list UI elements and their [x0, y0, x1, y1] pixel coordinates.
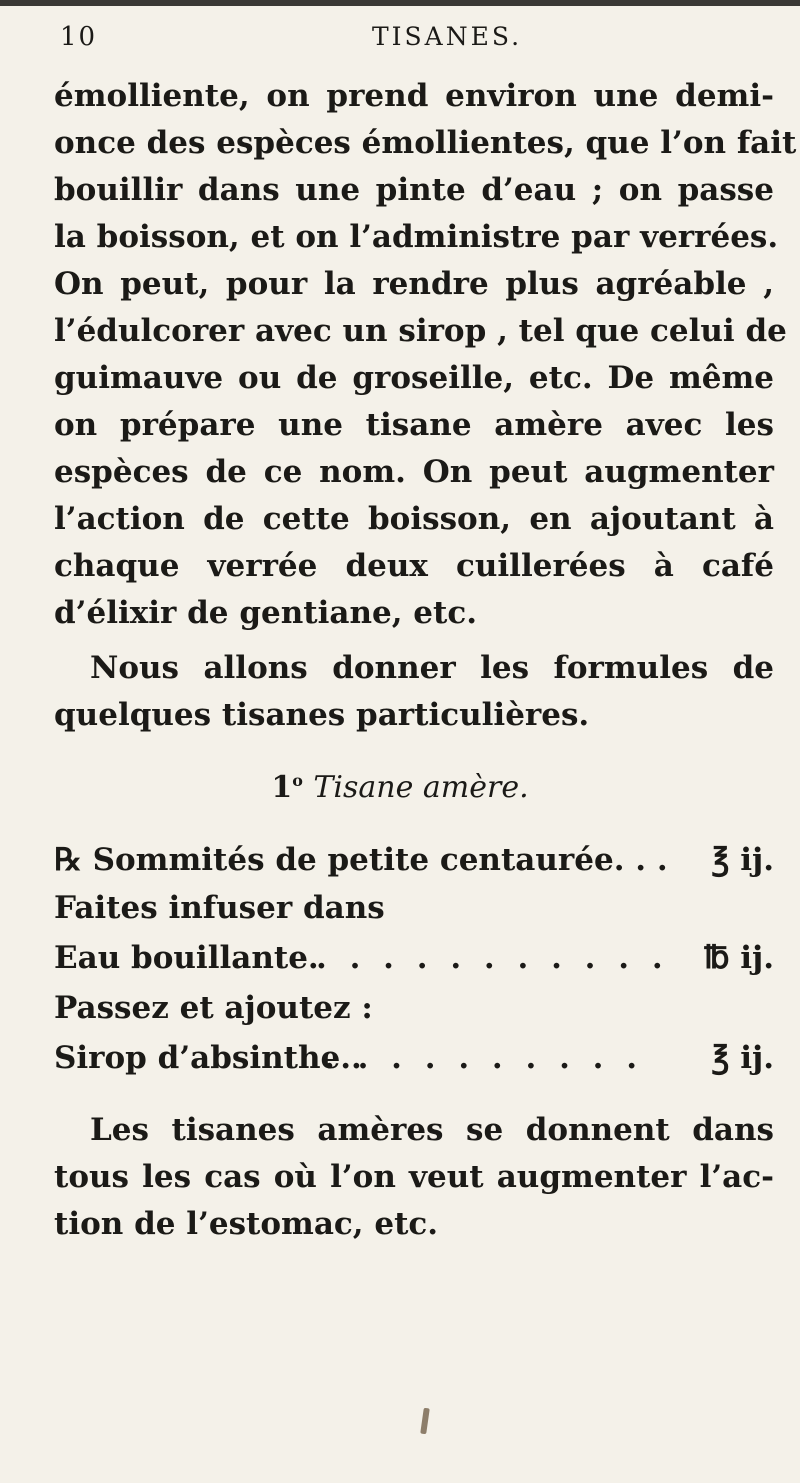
text-line: guimauve ou de groseille, etc. De même [54, 360, 774, 396]
ingredient-quantity: ℔ ij. [704, 940, 774, 976]
running-head [60, 22, 780, 56]
text-line: On peut, pour la rendre plus agréable , [54, 266, 774, 302]
text-line: Nous allons donner les formules de [90, 650, 774, 686]
text-line: émolliente, on prend environ une demi- [54, 78, 774, 114]
text-line: espèces de ce nom. On peut augmenter [54, 454, 774, 490]
leader-dots: . . . . . . . . . . [324, 1040, 644, 1076]
ingredient-quantity: ℥ ij. [711, 842, 774, 878]
section-heading [0, 770, 800, 805]
section-number: 1$^o$ [271, 770, 303, 805]
recipe-line [54, 1040, 774, 1080]
ingredient-label: Eau bouillante. [54, 940, 319, 976]
text-line: once des espèces émollientes, que l’on fait [54, 125, 797, 161]
instruction-line: Passez et ajoutez : [54, 990, 373, 1026]
top-rule [0, 0, 800, 6]
ink-mark [420, 1408, 430, 1435]
ingredient-label: Sirop d’absinthe.. [54, 1040, 362, 1076]
text-line: on prépare une tisane amère avec les [54, 407, 774, 443]
running-title: TISANES. [372, 22, 523, 51]
text-line: Les tisanes amères se donnent dans [90, 1112, 774, 1148]
recipe-line [54, 940, 774, 980]
instruction-line: Faites infuser dans [54, 890, 385, 926]
text-line: l’action de cette boisson, en ajoutant à [54, 501, 774, 537]
text-line: d’élixir de gentiane, etc. [54, 595, 477, 631]
ingredient-quantity: ℥ ij. [711, 1040, 774, 1076]
text-line: tion de l’estomac, etc. [54, 1206, 439, 1242]
text-line: l’édulcorer avec un sirop , tel que celui de [54, 313, 787, 349]
page-number: 10 [60, 22, 98, 52]
leader-dots: . . . . . . . . . . . [316, 940, 669, 976]
text-line: chaque verrée deux cuillerées à café [54, 548, 774, 584]
text-line: bouillir dans une pinte d’eau ; on passe [54, 172, 774, 208]
text-line: quelques tisanes particulières. [54, 697, 590, 733]
text-line: la boisson, et on l’administre par verrées. [54, 219, 779, 255]
section-title: Tisane amère. [313, 770, 529, 805]
ingredient-label: ℞ Sommités de petite centaurée. . . [54, 842, 668, 878]
text-line: tous les cas où l’on veut augmenter l’ac- [54, 1159, 774, 1195]
recipe-line [54, 842, 774, 882]
